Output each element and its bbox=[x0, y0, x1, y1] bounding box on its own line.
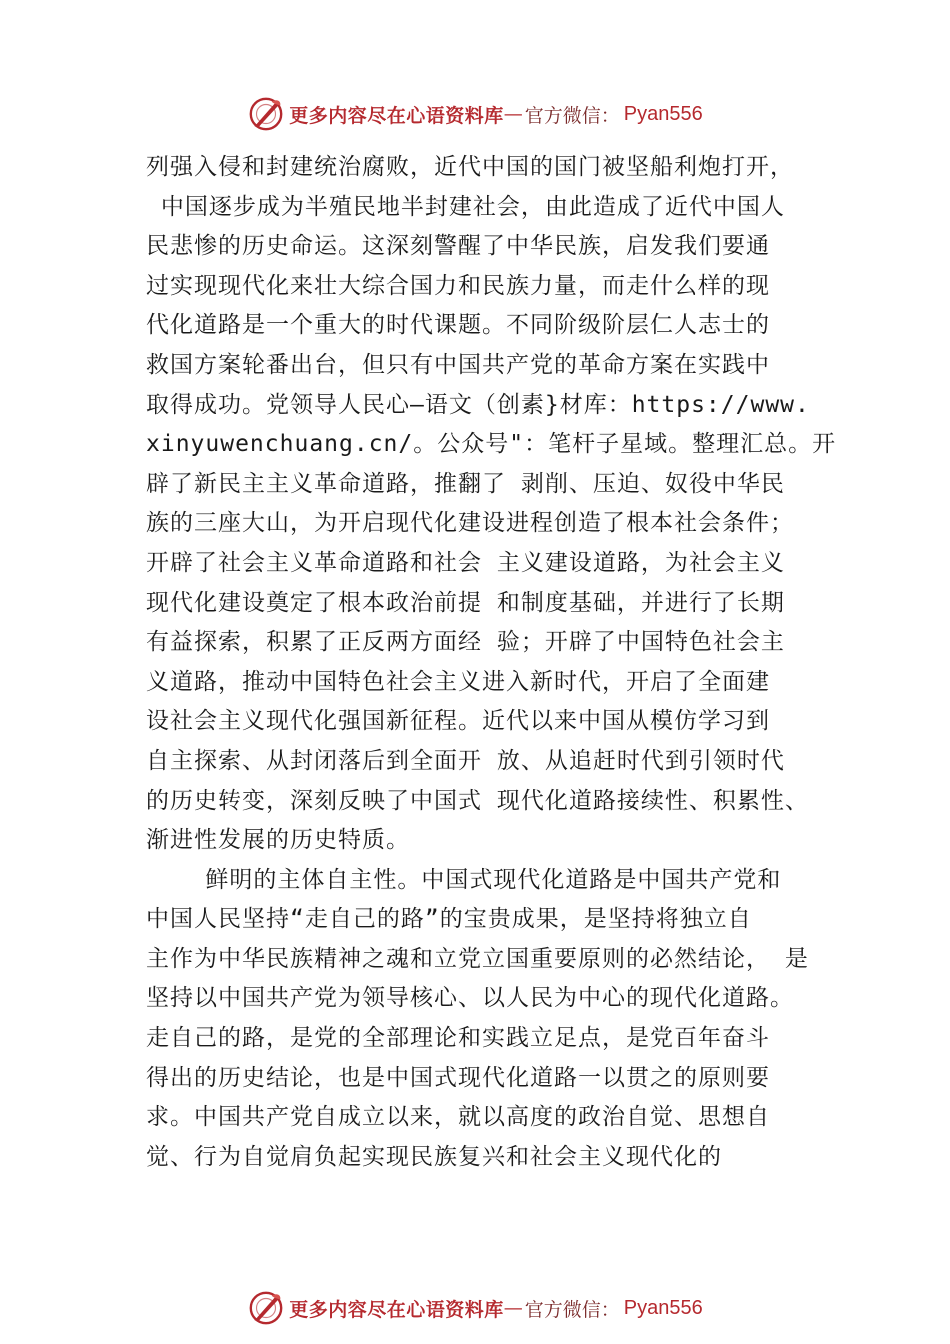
document-body bbox=[146, 148, 846, 1177]
text-line: 辟了新民主主义革命道路，推翻了 剥削、压迫、奴役中华民 bbox=[146, 470, 785, 497]
text-line: 现代化建设奠定了根本政治前提 和制度基础，并进行了长期 bbox=[146, 589, 785, 616]
text-line: 族的三座大山，为开启现代化建设进程创造了根本社会条件； bbox=[146, 510, 794, 537]
quill-seal-logo-icon bbox=[247, 95, 285, 133]
footer-title: 更多内容尽在心语资料库 bbox=[289, 1298, 504, 1321]
text-line: 自主探索、从封闭落后到全面开 放、从追赶时代到引领时代 bbox=[146, 747, 785, 774]
text-line: 觉、行为自觉肩负起实现民族复兴和社会主义现代化的 bbox=[146, 1143, 722, 1170]
text-line: 中国人民坚持“走自己的路”的宝贵成果，是坚持将独立自 bbox=[146, 906, 752, 933]
text-line: 鲜明的主体自主性。中国式现代化道路是中国共产党和 bbox=[146, 866, 782, 893]
footer-wechat-label: 官方微信： bbox=[524, 1298, 620, 1321]
text-line: 渐进性发展的历史特质。 bbox=[146, 827, 410, 854]
text-line: 求。中国共产党自成立以来，就以高度的政治自觉、思想自 bbox=[146, 1104, 770, 1131]
text-line: 得出的历史结论，也是中国式现代化道路一以贯之的原则要 bbox=[146, 1064, 770, 1091]
header-banner bbox=[0, 92, 950, 136]
text-line: xinyuwenchuang.cn/。公众号"：笔杆子星域。整理汇总。开 bbox=[146, 431, 837, 458]
footer-separator: — bbox=[503, 1297, 523, 1319]
text-line: 走自己的路，是党的全部理论和实践立足点，是党百年奋斗 bbox=[146, 1025, 770, 1052]
text-line: 取得成功。党领导人民心—语文（创素}材库：https://www. bbox=[146, 391, 810, 418]
header-separator: — bbox=[503, 103, 523, 125]
quill-seal-logo-icon bbox=[247, 1289, 285, 1327]
footer-wechat-id: Pyan556 bbox=[623, 1296, 703, 1319]
text-line: 过实现现代化来壮大综合国力和民族力量，而走什么样的现 bbox=[146, 272, 770, 299]
text-line: 坚持以中国共产党为领导核心、以人民为中心的现代化道路。 bbox=[146, 985, 794, 1012]
text-line: 有益探索，积累了正反两方面经 验；开辟了中国特色社会主 bbox=[146, 629, 785, 656]
text-line: 主作为中华民族精神之魂和立党立国重要原则的必然结论， 是 bbox=[146, 945, 809, 972]
text-line: 救国方案轮番出台，但只有中国共产党的革命方案在实践中 bbox=[146, 351, 770, 378]
header-wechat-id: Pyan556 bbox=[623, 102, 703, 125]
footer-banner bbox=[0, 1286, 950, 1330]
header-wechat-label: 官方微信： bbox=[524, 104, 620, 127]
text-line: 列强入侵和封建统治腐败，近代中国的国门被坚船利炮打开， bbox=[146, 154, 794, 180]
header-title: 更多内容尽在心语资料库 bbox=[289, 104, 504, 127]
text-line: 代化道路是一个重大的时代课题。不同阶级阶层仁人志士的 bbox=[146, 312, 770, 339]
text-line: 设社会主义现代化强国新征程。近代以来中国从模仿学习到 bbox=[146, 708, 770, 735]
text-line: 的历史转变，深刻反映了中国式 现代化道路接续性、积累性、 bbox=[146, 787, 809, 814]
text-line: 义道路，推动中国特色社会主义进入新时代，开启了全面建 bbox=[146, 668, 770, 695]
text-line: 开辟了社会主义革命道路和社会 主义建设道路，为社会主义 bbox=[146, 549, 785, 576]
text-line: 中国逐步成为半殖民地半封建社会，由此造成了近代中国人 bbox=[146, 193, 785, 220]
text-line: 民悲惨的历史命运。这深刻警醒了中华民族，启发我们要通 bbox=[146, 233, 770, 260]
